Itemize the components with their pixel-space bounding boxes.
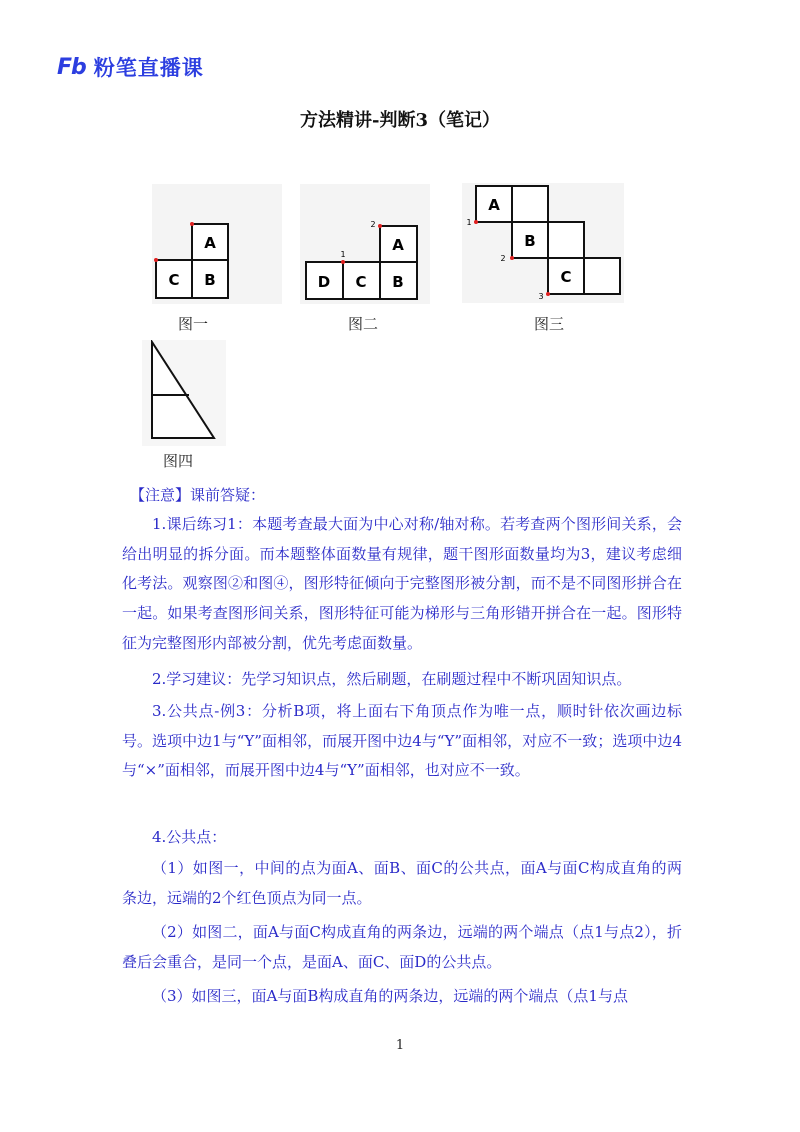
face-label-c: C <box>355 273 367 291</box>
page-number: 1 <box>395 1038 405 1053</box>
note-heading: 【注意】课前答疑： <box>130 486 266 504</box>
note-paragraph-1: 1.课后练习1：本题考查最大面为中心对称/轴对称。若考查两个图形间关系，会给出明显的拆分面。而本题整体面数量有规律，题干图形面数量均为3，建议考虑细化考法。观察图②和图④，图形特征倾向于完整图形被分割，而不是不同图形拼合在一起。如果考查图形间关系，图形特征可能为梯形与三角形错开拼合在一起。图形特征为完整图形内部被分割，优先考虑面数量。 <box>122 515 682 652</box>
face-label-b: B <box>392 273 404 291</box>
note-paragraph-6: （2）如图二，面A与面C构成直角的两条边，远端的两个端点（点1与点2），折叠后会重合，是同一个点，是面A、面C、面D的公共点。 <box>122 923 682 971</box>
face-label-c: C <box>168 271 180 289</box>
figure-4-diagram <box>142 340 226 446</box>
point-label-2: 2 <box>370 220 376 229</box>
brand-logo <box>57 52 204 82</box>
red-point <box>474 220 478 224</box>
red-point <box>154 258 158 262</box>
face-label-c: C <box>560 268 572 286</box>
note-paragraph-4: 4.公共点： <box>152 828 227 846</box>
brand-name: 粉笔直播课 <box>93 56 204 80</box>
point-label-3: 3 <box>538 292 544 301</box>
figure-3 <box>462 183 624 307</box>
face-label-a: A <box>392 236 404 254</box>
point-label-1: 1 <box>340 250 346 259</box>
figure-2 <box>300 184 430 308</box>
figure-1 <box>152 184 282 308</box>
figure-3-caption: 图三 <box>534 315 565 333</box>
point-label-2: 2 <box>500 254 506 263</box>
figure-1-diagram <box>152 184 282 304</box>
note-paragraph-2: 2.学习建议：先学习知识点，然后刷题，在刷题过程中不断巩固知识点。 <box>152 670 632 688</box>
note-paragraph-7: （3）如图三，面A与面B构成直角的两条边，远端的两个端点（点1与点 <box>152 987 628 1005</box>
red-point <box>378 224 382 228</box>
figure-2-diagram <box>300 184 430 304</box>
red-point <box>546 292 550 296</box>
face-label-d: D <box>317 273 331 291</box>
figure-3-diagram <box>462 183 624 303</box>
red-point <box>190 222 194 226</box>
page-title: 方法精讲-判断3（笔记） <box>300 110 500 131</box>
note-paragraph-3: 3.公共点-例3：分析B项，将上面右下角顶点作为唯一点，顺时针依次画边标号。选项中边1与“Y”面相邻，而展开图中边4与“Y”面相邻，对应不一致；选项中边4与“×”面相邻，而展开图中边4与“Y”面相邻，也对应不一致。 <box>122 702 682 780</box>
fb-logo-icon: Fb <box>57 54 86 80</box>
point-label-1: 1 <box>466 218 472 227</box>
note-paragraph-5: （1）如图一，中间的点为面A、面B、面C的公共点，面A与面C构成直角的两条边，远端的2个红色顶点为同一点。 <box>122 859 682 907</box>
figure-1-caption: 图一 <box>178 315 209 333</box>
face-label-b: B <box>204 271 216 289</box>
face-label-a: A <box>488 196 500 214</box>
red-point <box>341 260 345 264</box>
figure-4 <box>142 340 226 450</box>
red-point <box>510 256 514 260</box>
figure-2-caption: 图二 <box>348 315 379 333</box>
face-label-b: B <box>524 232 536 250</box>
face-label-a: A <box>204 234 216 252</box>
figure-4-caption: 图四 <box>163 452 194 470</box>
